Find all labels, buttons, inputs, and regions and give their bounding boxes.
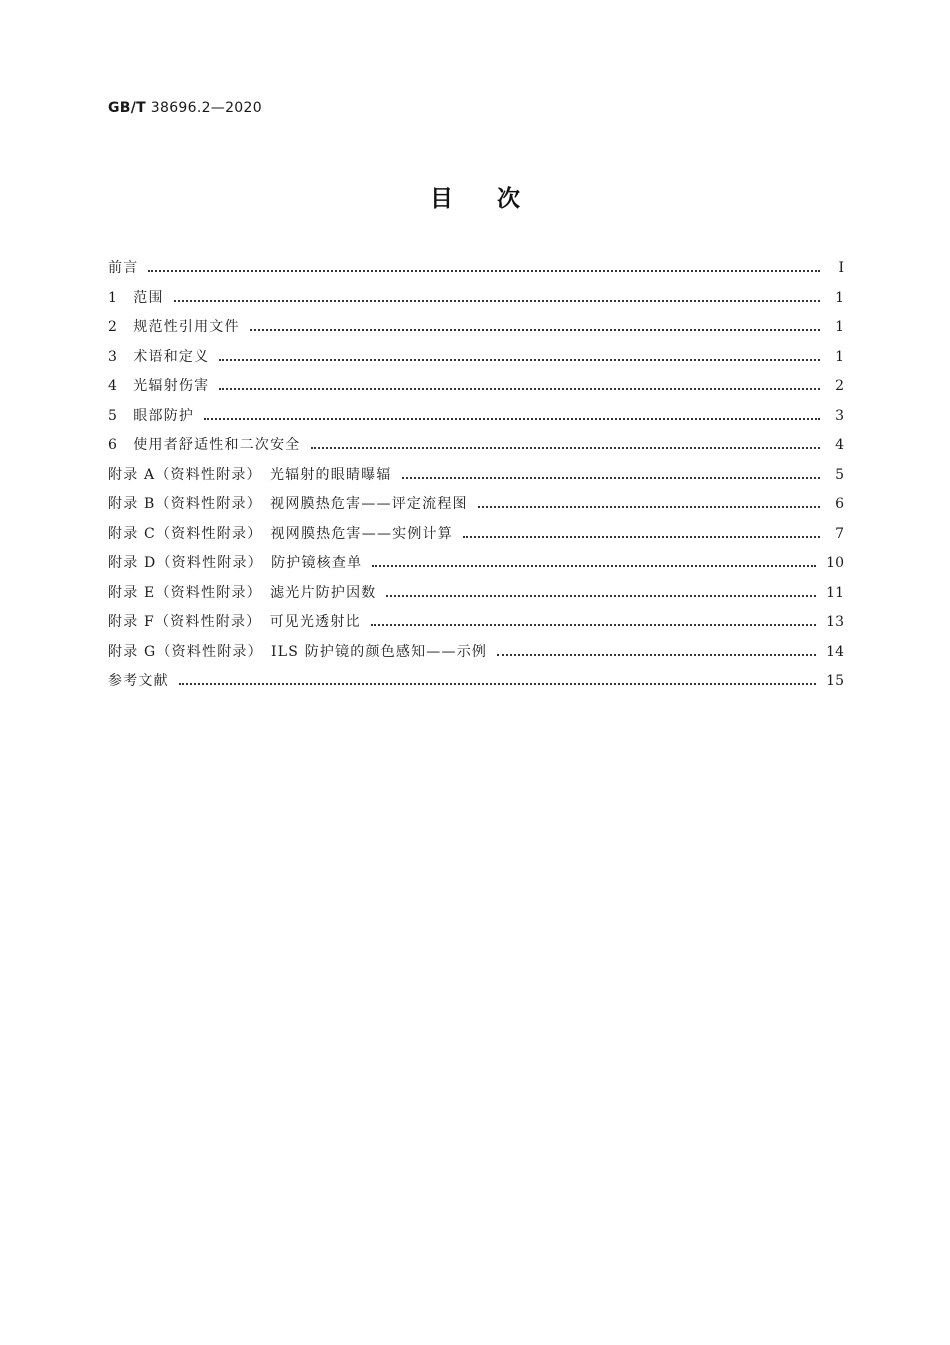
toc-entry-page: 6	[835, 496, 844, 512]
toc-entry-page: 15	[826, 673, 844, 689]
toc-entry-page: 10	[826, 555, 844, 571]
toc-entry-page: 5	[835, 466, 844, 483]
toc-entry-label: 附录 A（资料性附录） 光辐射的眼睛曝辐	[108, 466, 392, 483]
toc-entry-label: 参考文献	[108, 673, 169, 689]
toc-entry-label: 附录 B（资料性附录） 视网膜热危害——评定流程图	[108, 496, 468, 512]
toc-entry[interactable]	[108, 582, 844, 612]
toc-entry-page: 13	[826, 614, 844, 630]
toc-dot-leader	[372, 564, 816, 567]
table-of-contents	[108, 257, 844, 700]
toc-dot-leader	[174, 299, 820, 302]
page-title: 目次	[430, 186, 564, 212]
toc-dot-leader	[478, 505, 820, 508]
toc-entry-label: 附录 E（资料性附录） 滤光片防护因数	[108, 584, 377, 601]
toc-entry[interactable]	[108, 287, 844, 317]
toc-entry-label: 附录 G（资料性附录） ILS 防护镜的颜色感知——示例	[108, 643, 488, 660]
toc-entry[interactable]	[108, 405, 844, 435]
toc-entry-label: 6 使用者舒适性和二次安全	[108, 437, 301, 453]
toc-entry-label: 附录 D（资料性附录） 防护镜核查单	[108, 555, 363, 571]
toc-entry-page: 14	[826, 643, 844, 660]
toc-dot-leader	[219, 358, 820, 361]
toc-entry-label: 3 术语和定义	[108, 348, 210, 365]
toc-dot-leader	[386, 594, 816, 597]
toc-entry-page: 3	[835, 407, 844, 424]
toc-entry[interactable]	[108, 434, 844, 464]
toc-entry-page: 1	[835, 319, 844, 335]
toc-dot-leader	[179, 682, 816, 685]
toc-entry-page: 1	[835, 289, 844, 306]
toc-entry[interactable]	[108, 641, 844, 671]
toc-entry-page: 7	[835, 525, 844, 542]
toc-entry-label: 2 规范性引用文件	[108, 319, 240, 335]
toc-dot-leader	[204, 417, 820, 420]
toc-entry[interactable]	[108, 316, 844, 346]
toc-entry-page: Ⅰ	[838, 260, 844, 276]
toc-entry-label: 附录 F（资料性附录） 可见光透射比	[108, 614, 361, 630]
toc-entry[interactable]	[108, 670, 844, 700]
toc-entry[interactable]	[108, 523, 844, 553]
toc-entry-label: 附录 C（资料性附录） 视网膜热危害——实例计算	[108, 525, 453, 542]
standard-number: 38696.2—2020	[150, 100, 262, 116]
toc-entry[interactable]	[108, 464, 844, 494]
toc-dot-leader	[311, 446, 820, 449]
toc-dot-leader	[148, 269, 820, 272]
toc-entry[interactable]	[108, 611, 844, 641]
toc-entry-page: 4	[835, 437, 844, 453]
toc-entry[interactable]	[108, 375, 844, 405]
toc-dot-leader	[219, 387, 820, 390]
toc-entry-label: 4 光辐射伤害	[108, 378, 210, 394]
standard-code	[108, 100, 262, 116]
toc-entry[interactable]	[108, 257, 844, 287]
toc-entry[interactable]	[108, 552, 844, 582]
toc-entry-label: 5 眼部防护	[108, 407, 195, 424]
toc-dot-leader	[497, 653, 816, 656]
toc-entry-label: 前言	[108, 260, 139, 276]
toc-entry-label: 1 范围	[108, 289, 164, 306]
toc-dot-leader	[402, 476, 820, 479]
standard-prefix: GB/T	[108, 100, 147, 116]
toc-entry-page: 1	[835, 348, 844, 365]
toc-entry[interactable]	[108, 346, 844, 376]
toc-entry-page: 2	[835, 378, 844, 394]
toc-entry-page: 11	[826, 584, 844, 601]
toc-entry[interactable]	[108, 493, 844, 523]
toc-dot-leader	[463, 535, 820, 538]
toc-dot-leader	[371, 623, 816, 626]
toc-dot-leader	[250, 328, 820, 331]
